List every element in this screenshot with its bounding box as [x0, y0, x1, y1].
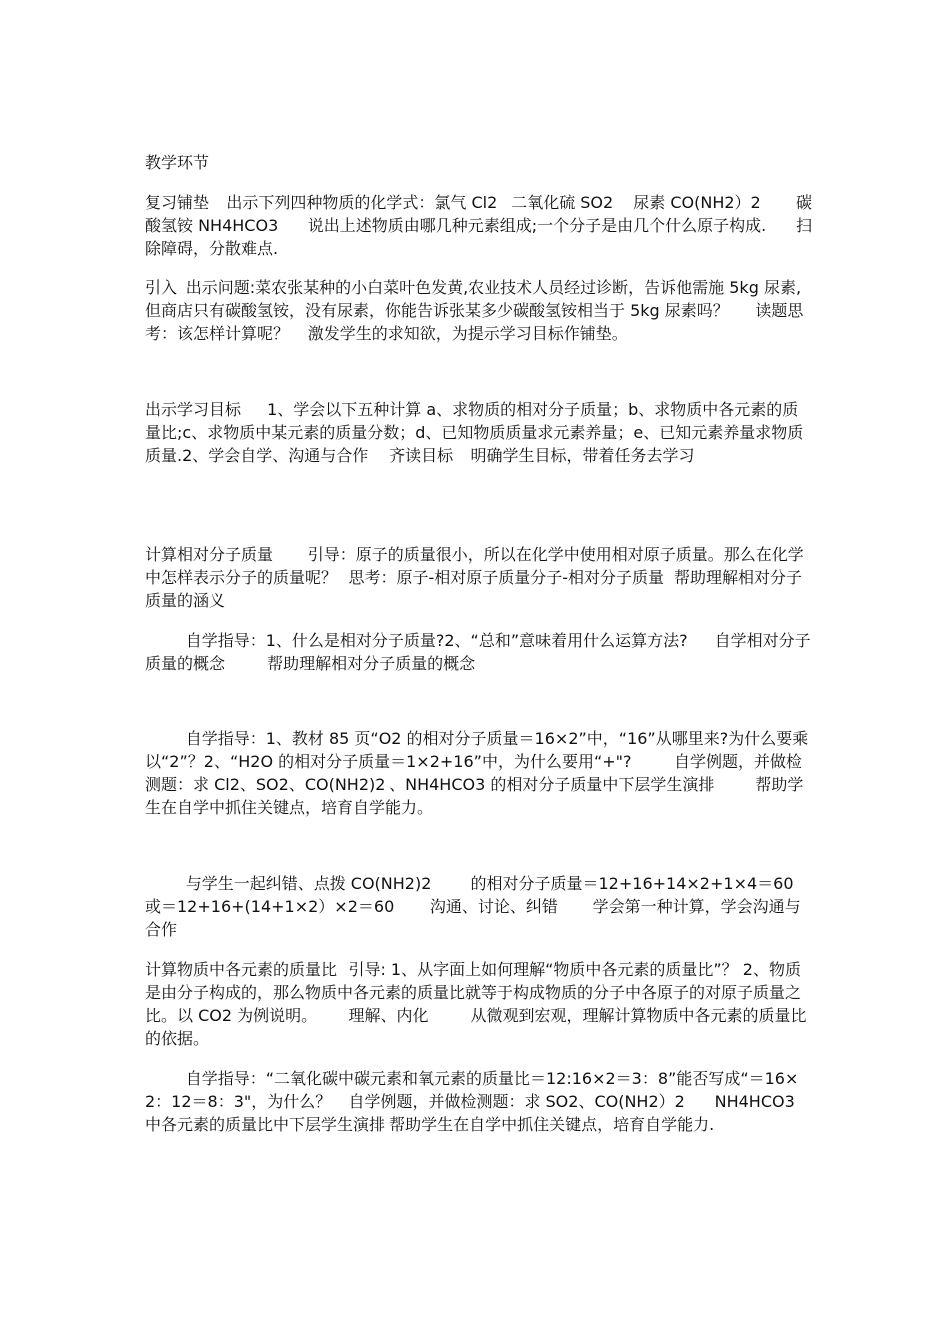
paragraph-self-study-guide-3: 自学指导：“二氧化碳中碳元素和氧元素的质量比＝12:16×2＝3：8”能否写成“＝16×2：12＝8：3"，为什么？ 自学例题，并做检测题：求 SO2、CO(NH2）2 NH4HCO3 中各元素的质量比中下层学生演排 帮助学生在自学中抓住关键点，培育自学能力. [145, 1069, 800, 1134]
paragraph-review: 复习铺垫 出示下列四种物质的化学式：氯气 Cl2 二氧化硫 SO2 尿素 CO(NH2）2 碳酸氢铵 NH4HCO3 说出上述物质由哪几种元素组成;一个分子是由几个什么原子构成. 扫除障碍，分散难点. [145, 193, 813, 258]
section-heading: 教学环节 [145, 153, 210, 172]
paragraph-relative-molecular-mass: 计算相对分子质量 引导：原子的质量很小，所以在化学中使用相对原子质量。那么在化学中怎样表示分子的质量呢？ 思考：原子-相对原子质量分子-相对分子质量 帮助理解相对分子质量的涵义 [145, 545, 804, 610]
paragraph-learning-goals: 出示学习目标 1、学会以下五种计算 a、求物质的相对分子质量；b、求物质中各元素的质量比;c、求物质中某元素的质量分数；d、已知物质质量求元素养量；e、已知元素养量求物质质量.2、学会自学、沟通与合作 齐读目标 明确学生目标，带着任务去学习 [145, 400, 804, 465]
paragraph-element-mass-ratio: 计算物质中各元素的质量比 引导: 1、从字面上如何理解“物质中各元素的质量比”？ 2、物质是由分子构成的，那么物质中各元素的质量比就等于构成物质的分子中各原子的对原子质量之比。以 CO2 为例说明。 理解、内化 从微观到宏观，理解计算物质中各元素的质量比的依据。 [145, 960, 807, 1048]
paragraph-correction: 与学生一起纠错、点拨 CO(NH2)2 的相对分子质量＝12+16+14×2+1×4＝60 或＝12+16+(14+1×2）×2＝60 沟通、讨论、纠错 学会第一种计算，学会沟通与合作 [145, 874, 801, 939]
paragraph-self-study-guide-2: 自学指导：1、教材 85 页“O2 的相对分子质量＝16×2”中，“16”从哪里来?为什么要乘以“2”？2、“H2O 的相对分子质量＝1×2+16”中，为什么要用“+"? 自学例题，并做检测题：求 Cl2、SO2、CO(NH2)2 、NH4HCO3 的相对分子质量中下层学生演排 帮助学生在自学中抓住关键点，培育自学能力。 [145, 729, 809, 817]
paragraph-introduction: 引入 出示问题:菜农张某种的小白菜叶色发黄,农业技术人员经过诊断，告诉他需施 5kg 尿素,但商店只有碳酸氢铵，没有尿素，你能告诉张某多少碳酸氢铵相当于 5kg 尿素吗？ 读题思考：该怎样计算呢？ 激发学生的求知欲，为提示学习目标作铺垫。 [145, 278, 804, 343]
paragraph-self-study-guide-1: 自学指导：1、什么是相对分子质量?2、“总和”意味着用什么运算方法? 自学相对分子质量的概念 帮助理解相对分子质量的概念 [145, 631, 811, 673]
